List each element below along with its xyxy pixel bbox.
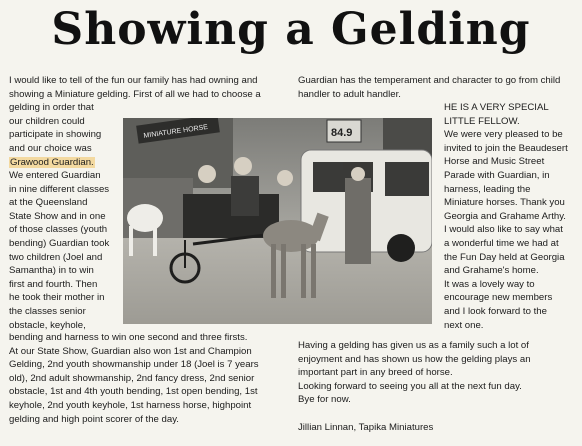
text-line: the classes senior xyxy=(9,305,86,317)
horse-leg xyxy=(301,244,306,298)
person-head xyxy=(234,157,252,175)
person-head xyxy=(198,165,216,183)
text-line: and I look forward to the xyxy=(444,305,547,317)
van-wheel xyxy=(387,234,415,262)
text-line: Georgia and Grahame Arthy. xyxy=(444,210,566,222)
right-para-3 xyxy=(298,339,531,407)
article-title: Showing a Gelding xyxy=(51,4,531,55)
text-line: It was a lovely way to xyxy=(444,278,535,290)
text-line: bending) Guardian took xyxy=(9,237,110,249)
text-line: a wonderful time we had at xyxy=(444,237,559,249)
person-head xyxy=(351,167,365,181)
text-line: the Fun Day held at Georgia xyxy=(444,251,565,263)
text-line: showing a Miniature gelding. First of all we had to choose a xyxy=(9,88,261,100)
text-line: encourage new members xyxy=(444,292,553,304)
text-line: two children (Joel and xyxy=(9,251,103,263)
text-line: handler to adult handler. xyxy=(298,88,401,100)
left-para-2 xyxy=(9,169,109,332)
left-para-3 xyxy=(9,331,259,426)
text-line: harness, leading the xyxy=(444,183,531,195)
text-line: obstacle, 1st and 4th youth bending, 1st open bending, 1st xyxy=(9,386,258,398)
text-line: Having a gelding has given us as a family such a lot of xyxy=(298,340,529,351)
text-line: gelding and high point scorer of the day. xyxy=(9,413,179,425)
text-line: and our choice was xyxy=(9,142,92,154)
text-line: Bye for now. xyxy=(298,394,351,406)
text-line: in nine different classes xyxy=(9,183,110,195)
text-line: Horse and Music Street xyxy=(444,156,545,168)
horse-leg xyxy=(153,226,157,256)
parade-photo xyxy=(123,118,432,324)
text-line: keyhole, 2nd youth keyhole, 1st harness horse, highpoint xyxy=(9,399,252,411)
text-line: Guardian has the temperament and character to go from child xyxy=(298,75,561,86)
text-line: I would like to tell of the fun our family has had owning and xyxy=(9,75,258,86)
heading-line: LITTLE FELLOW. xyxy=(444,115,520,127)
text-line: Parade with Guardian, in xyxy=(444,169,550,181)
text-line: of those classes (youth xyxy=(9,224,108,236)
text-line: enjoyment and has shown us how the gelding plays an xyxy=(298,353,531,365)
signature: Jillian Linnan, Tapika Miniatures xyxy=(298,422,434,433)
text-line: bending and harness to win one second and three firsts. xyxy=(9,332,248,343)
price-sign-text: 84.9 xyxy=(331,127,353,139)
heading-line: HE IS A VERY SPECIAL xyxy=(444,102,549,113)
van-windscreen xyxy=(385,162,429,196)
text-line: old), 2nd adult showmanship, 2nd fancy dress, 2nd senior xyxy=(9,372,255,384)
text-line: We entered Guardian xyxy=(9,170,101,181)
text-line: At our State Show, Guardian also won 1st and Champion xyxy=(9,345,252,357)
text-line: State Show and in one xyxy=(9,210,106,222)
horse-leg xyxy=(129,226,133,256)
text-line: Miniature horses. Thank you xyxy=(444,197,565,209)
text-line: next one. xyxy=(444,319,484,331)
photo-illustration xyxy=(123,118,432,324)
text-line: our children could xyxy=(9,115,85,127)
text-line: I would also like to say what xyxy=(444,224,563,236)
section-heading xyxy=(444,101,568,128)
person-body xyxy=(231,176,259,216)
text-line: Gelding, 2nd youth showmanship under 18 (Joel is 7 years xyxy=(9,359,259,371)
text-line: gelding in order that xyxy=(9,102,94,114)
text-line: important part in any breed of horse. xyxy=(298,367,453,379)
man-with-hat xyxy=(345,178,371,264)
person-head xyxy=(277,170,293,186)
banner-text: MINIATURE HORSE xyxy=(143,123,209,140)
horse-leg xyxy=(311,244,316,298)
right-column-body xyxy=(444,101,568,332)
highlighted-horse-name: Grawood Guardian. xyxy=(10,156,94,168)
text-line: at the Queensland xyxy=(9,197,88,209)
text-line: Looking forward to seeing you all at the next fun day. xyxy=(298,380,522,392)
text-line: participate in showing xyxy=(9,129,102,141)
horse-leg xyxy=(271,244,276,298)
text-line: We were very pleased to be xyxy=(444,129,563,141)
text-line: invited to join the Beaudesert xyxy=(444,142,568,154)
text-line: first and fourth. Then xyxy=(9,278,98,290)
text-line: obstacle, keyhole, xyxy=(9,319,86,331)
right-para-1 xyxy=(298,74,560,101)
text-line: he took their mother in xyxy=(9,292,105,304)
horse-leg xyxy=(281,244,286,298)
text-line: Samantha) in to win xyxy=(9,265,94,277)
text-line: and Grahame's home. xyxy=(444,265,539,277)
